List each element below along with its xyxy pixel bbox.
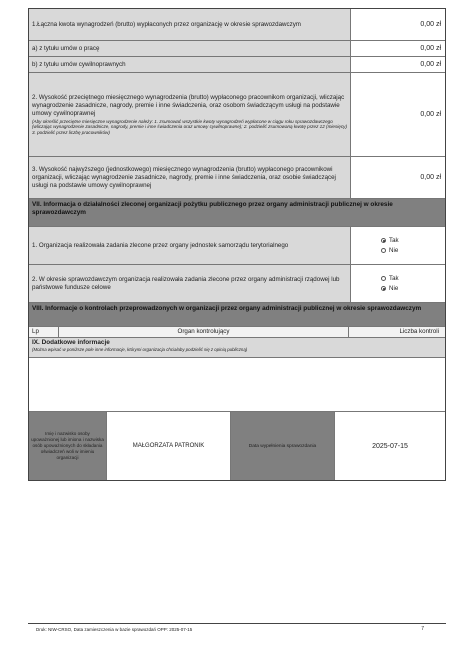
q1-option-nie[interactable] — [381, 247, 445, 254]
section-ix-header — [29, 338, 445, 358]
page-footer — [28, 623, 446, 632]
local-government-tasks-label: 1. Organizacja realizowała zadania zlecone przez organy jednostek samorządu terytorialnego — [29, 227, 351, 264]
total-salaries-row — [29, 9, 445, 41]
section-viii-header: VIII. Informacje o kontrolach przeprowadzonych w organizacji przez organy administracji publicznej w okresie sprawozdawczym — [29, 303, 445, 327]
q2-option-tak[interactable] — [381, 275, 445, 282]
highest-salary-row — [29, 157, 445, 199]
organ-column-header: Organ kontrolujący — [59, 327, 349, 337]
total-salaries-value: 0,00 zł — [420, 21, 441, 28]
civil-contracts-label: b) z tytułu umów cywilnoprawnych — [29, 57, 351, 72]
additional-info-field[interactable] — [29, 358, 445, 412]
employment-contracts-row — [29, 41, 445, 57]
average-salary-text: 2. Wysokość przeciętnego miesięcznego wynagrodzenia (brutto) wypłaconego pracownikom organizacji, wliczając wynagrodzenie zasadnicze, nagrody, premie i inne świadczenia, oraz osobom świadczącym usługi na podstawie umowy cywilnoprawnej — [32, 93, 345, 117]
q1-option-tak[interactable] — [381, 237, 445, 244]
highest-salary-label: 3. Wysokość najwyższego (jednostkowego) miesięcznego wynagrodzenia (brutto) wypłaconego pracownikowi organizacji, wliczając wynagrodzenie zasadnicze, nagrody, premie i inne świadczenia, oraz osobie świadczącej usługi na podstawie umowy cywilnoprawnej — [29, 157, 351, 198]
average-salary-note: (Aby określić przeciętne miesięczne wynagrodzenie należy: 1. zsumować wszystkie kwoty wynagrodzeń wypłacone w ciągu roku sprawozdawczego (wliczając wynagrodzenie zasadnicze, nagrody, premie i inne świadczenia oraz umowy cywilnoprawne); 2. podzielić zsumowaną kwotę przez 12 (miesięcy) 3. podzielić przez liczbę pracowników) — [32, 118, 347, 135]
central-government-tasks-choices — [351, 265, 445, 302]
completion-date-value: 2025-07-15 — [372, 442, 408, 450]
completion-date-label: Data wypełnienia sprawozdania — [231, 412, 335, 480]
section-ix-title: IX. Dodatkowe informacje — [32, 339, 110, 346]
inspection-count-column-header: Liczba kontroli — [399, 328, 439, 335]
total-salaries-label: 1.Łączna kwota wynagrodzeń (brutto) wypłaconych przez organizację w okresie sprawozdawczym — [29, 9, 351, 40]
page-number: 7 — [421, 626, 424, 632]
civil-contracts-row — [29, 57, 445, 73]
q2-nie-label: Nie — [389, 285, 399, 292]
authorized-person-name: MAŁGORZATA PATRONIK — [107, 412, 231, 480]
q2-tak-label: Tak — [389, 275, 399, 282]
central-government-tasks-row — [29, 265, 445, 303]
q2-tak-radio[interactable] — [381, 276, 386, 281]
employment-contracts-value: 0,00 zł — [420, 45, 441, 52]
inspections-table-header — [29, 327, 445, 338]
lp-column-header: Lp — [29, 327, 59, 337]
local-government-tasks-choices — [351, 227, 445, 264]
local-government-tasks-row — [29, 227, 445, 265]
q2-option-nie[interactable] — [381, 285, 445, 292]
financial-report-form — [28, 8, 446, 481]
section-ix-note: (Można wpisać w poniższe pole inne informacje, którymi organizacja chciałaby podzielić się z opinią publiczną) — [32, 347, 248, 352]
civil-contracts-value: 0,00 zł — [420, 61, 441, 68]
q1-tak-radio[interactable] — [381, 238, 386, 243]
section-vii-header: VII. Informacja o działalności zleconej organizacji pożytku publicznego przez organy administracji publicznej w okresie sprawozdawczym — [29, 199, 445, 227]
average-salary-row — [29, 73, 445, 157]
q2-nie-radio[interactable] — [381, 286, 386, 291]
employment-contracts-label: a) z tytułu umów o pracę — [29, 41, 351, 56]
average-salary-label — [29, 73, 351, 156]
authorized-person-label: Imię i nazwisko osoby upoważnionej lub imiona i nazwiska osób upoważnionych do składania oświadczeń woli w imieniu organizacji — [29, 412, 107, 480]
q1-nie-label: Nie — [389, 247, 399, 254]
q1-tak-label: Tak — [389, 237, 399, 244]
average-salary-value: 0,00 zł — [420, 111, 441, 118]
signature-row — [29, 412, 445, 480]
q1-nie-radio[interactable] — [381, 248, 386, 253]
footer-print-info: Druk: NIW-CRSO, Data zamieszczenia w bazie sprawozdań OPP: 2025-07-15 — [36, 627, 193, 632]
highest-salary-value: 0,00 zł — [420, 174, 441, 181]
central-government-tasks-label: 2. W okresie sprawozdawczym organizacja realizowała zadania zlecone przez organy administracji rządowej lub państwowe fundusze celowe — [29, 265, 351, 302]
